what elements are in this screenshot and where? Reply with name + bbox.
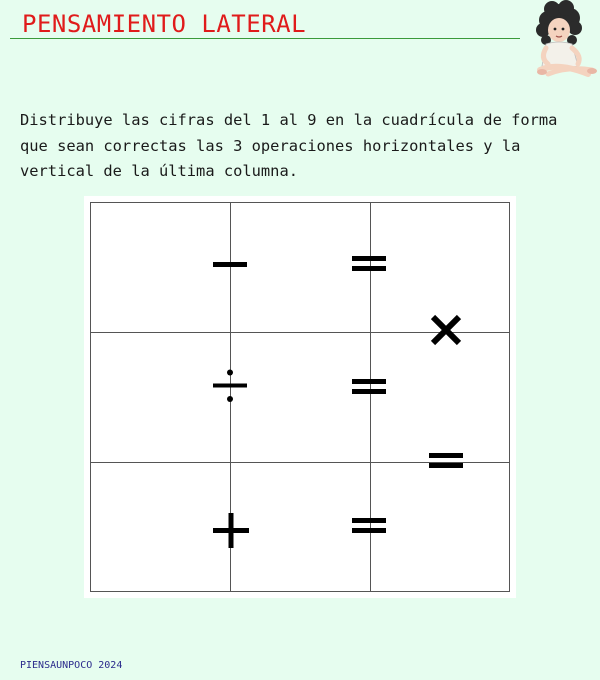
instructions-text: Distribuye las cifras del 1 al 9 en la cuadrícula de forma que sean correctas las 3 operaciones horizontales y la vertical de la última columna. [20,111,558,180]
puzzle-grid [90,202,510,592]
grid-cell-2-3[interactable] [371,333,509,463]
grid-cell-3-3[interactable] [371,463,509,591]
page-title: PENSAMIENTO LATERAL [22,10,307,38]
title-underline [10,38,520,39]
equals-icon [352,378,386,398]
grid-cell-1-1[interactable] [91,203,231,333]
grid-cell-2-1[interactable] [91,333,231,463]
times-icon [429,313,463,347]
minus-icon [213,261,247,269]
equals-icon [352,517,386,537]
mascot-illustration [528,0,600,82]
equals-icon [352,254,386,274]
plus-icon [213,513,249,549]
equals-icon [429,452,463,472]
divide-icon [213,369,247,403]
grid-cell-1-2[interactable] [231,203,371,333]
footer-credit: PIENSAUNPOCO 2024 [20,660,123,671]
grid-cell-3-2[interactable] [231,463,371,591]
grid-cell-3-1[interactable] [91,463,231,591]
grid-cell-2-2[interactable] [231,333,371,463]
